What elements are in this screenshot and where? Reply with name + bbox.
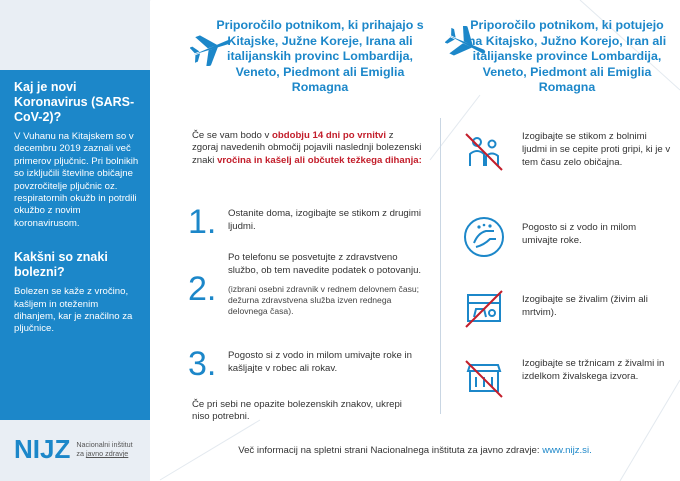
arriving-travellers-header: Priporočilo potnikom, ki prihajajo s Kitajske, Južne Koreje, Irana ali italijanskih provinc Lombardija, Veneto, Piedmont ali Emiglia Romagna	[216, 18, 424, 95]
column-divider	[440, 118, 441, 414]
sidebar-text-what-is-coronavirus: V Vuhanu na Kitajskem so v decembru 2019 zaznali več primerov pljučnic. Pri bolnikih so izključili številne običajne povzročitelje pljučnic oz. respiratornih okužb in potrdili okužbo z novim koronavirusom.	[14, 131, 139, 229]
sidebar-heading-symptoms: Kakšni so znaki bolezni?	[14, 250, 108, 280]
step-number: 3.	[188, 345, 217, 383]
sidebar-text-symptoms: Bolezen se kaže z vročino, kašljem in oteženim dihanjem, kar je značilno za pljučnice.	[14, 286, 133, 335]
step-1	[188, 205, 428, 245]
footer-text: Več informacij na spletni strani Nacionalnega inštituta za javno zdravje:	[238, 445, 543, 456]
step-number: 2.	[188, 270, 217, 308]
recommendation-text: Izogibajte se stikom z bolnimi ljudmi in se cepite proti gripi, ki je v tem času zelo običajna.	[522, 131, 671, 169]
recommendation-text: Izogibajte se živalim (živim ali mrtvim).	[522, 294, 648, 319]
recommendation-text: Pogosto si z vodo in milom umivajte roke.	[522, 222, 637, 247]
intro-highlight-symptoms: vročina in kašelj ali občutek težkega dihanja:	[217, 154, 422, 166]
footer-website-link[interactable]: www.nijz.si.	[542, 445, 592, 456]
intro-text-1: Če se vam bodo v	[192, 130, 272, 141]
departing-travellers-header: Priporočilo potnikom, ki potujejo na Kitajsko, Južno Korejo, Iran ali italijanske province Lombardija, Veneto, Piedmont ali Emiglia Romagna	[467, 18, 667, 95]
crossed-out-sick-person-icon	[462, 130, 506, 174]
step-number: 1.	[188, 203, 217, 241]
sidebar-info-panel	[0, 70, 150, 420]
recommendation-text: Izogibajte se tržnicam z živalmi in izdelkom živalskega izvora.	[522, 358, 665, 383]
step-text: Po telefonu se posvetujte z zdravstveno službo, ob tem navedite podatek o potovanju.	[228, 252, 422, 276]
logo-caption-line2: javno zdravje	[85, 449, 129, 458]
step-text: Ostanite doma, izogibajte se stikom z drugimi ljudmi.	[228, 208, 422, 232]
logo-caption	[76, 440, 132, 458]
step-text: Pogosto si z vodo in milom umivajte roke in kašljajte v robec ali rokav.	[228, 350, 412, 374]
step-note: (izbrani osebni zdravnik v rednem delovnem času; dežurna zdravstvena služba izven rednega delovnega časa).	[228, 284, 420, 317]
logo-caption-line2-prefix: za	[76, 449, 86, 458]
no-symptoms-note: Če pri sebi ne opazite bolezenskih znakov, ukrepi niso potrebni.	[192, 399, 402, 423]
crossed-out-animals-icon	[462, 287, 506, 331]
intro-text-2: z zgoraj navedenih območij pojavili naslednji bolezenski znaki	[192, 130, 422, 166]
crossed-out-market-icon	[462, 357, 506, 401]
step-3	[188, 347, 428, 387]
step-2	[188, 252, 428, 332]
step-content	[228, 252, 428, 317]
logo-caption-line1: Nacionalni inštitut	[76, 440, 133, 449]
sidebar-heading-what-is-coronavirus: Kaj je novi Koronavirus (SARS-CoV-2)?	[14, 80, 135, 124]
footer-more-info	[165, 445, 665, 456]
recommendation-avoid-markets	[462, 357, 672, 417]
symptoms-intro	[192, 130, 422, 167]
hand-washing-icon	[462, 215, 506, 259]
recommendation-wash-hands	[462, 215, 672, 275]
intro-highlight-period: obdobju 14 dni po vrnitvi	[272, 130, 387, 141]
recommendation-avoid-sick	[462, 130, 672, 190]
logo-mark: NIJZ	[14, 433, 71, 464]
sidebar	[0, 0, 150, 481]
nijz-logo	[14, 434, 133, 464]
recommendation-avoid-animals	[462, 287, 672, 347]
